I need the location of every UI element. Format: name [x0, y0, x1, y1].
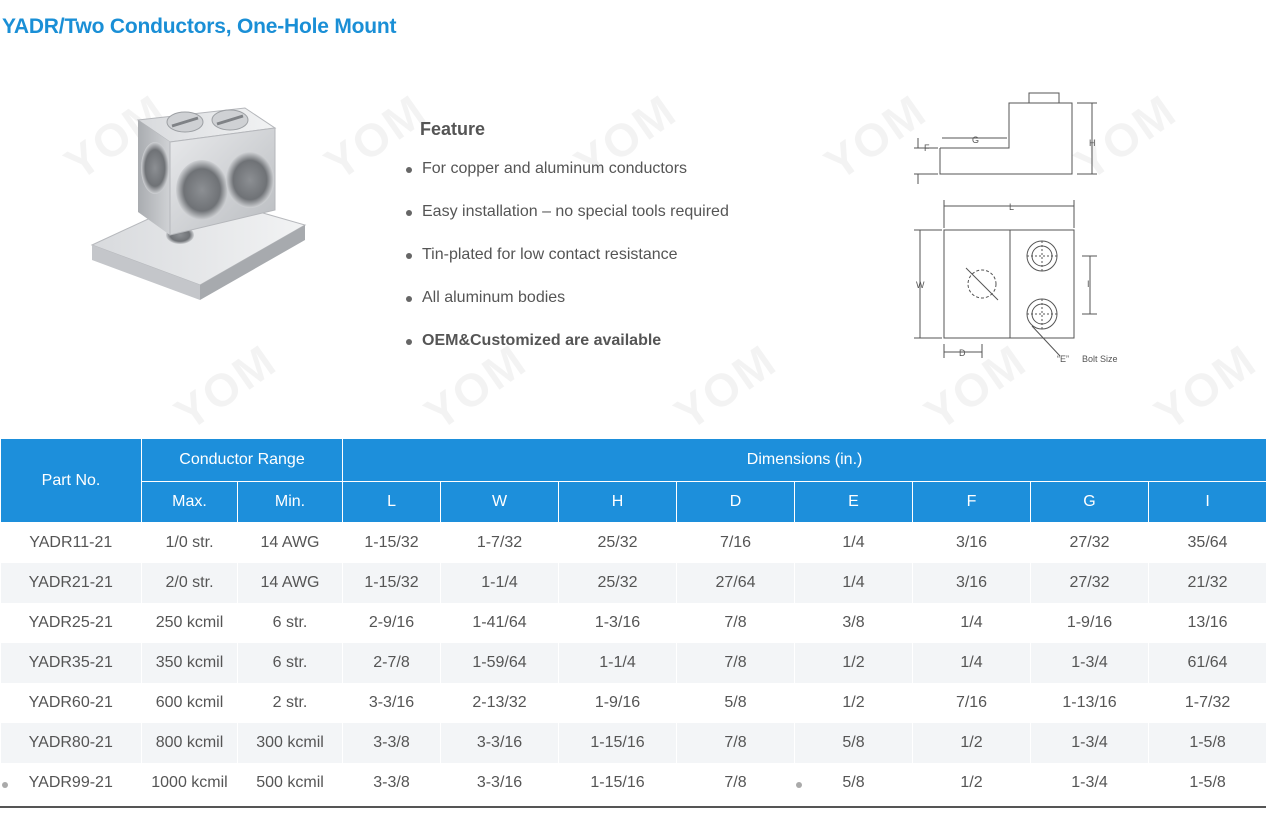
cell-w: 3-3/16: [441, 763, 559, 803]
feature-item: All aluminum bodies: [404, 289, 729, 332]
header-part-no: Part No.: [1, 439, 142, 523]
page-title: YADR/Two Conductors, One-Hole Mount: [2, 15, 397, 38]
feature-heading: Feature: [420, 119, 486, 139]
cell-d: 7/8: [677, 763, 795, 803]
bullet-icon: [406, 296, 412, 302]
cell-part-no: YADR11-21: [1, 523, 142, 564]
cell-f: 3/16: [913, 563, 1031, 603]
cell-max: 350 kcmil: [142, 643, 238, 683]
cell-part-no: YADR35-21: [1, 643, 142, 683]
cell-part-no: YADR25-21: [1, 603, 142, 643]
cell-max: 2/0 str.: [142, 563, 238, 603]
feature-list: [404, 160, 729, 375]
cell-part-no: YADR99-21: [1, 763, 142, 803]
header-e: E: [795, 482, 913, 523]
cell-min: 14 AWG: [238, 523, 343, 564]
dim-label-l: L: [1009, 202, 1015, 212]
cell-l: 3-3/8: [343, 723, 441, 763]
header-max: Max.: [142, 482, 238, 523]
bullet-icon: [406, 339, 412, 345]
header-l: L: [343, 482, 441, 523]
cell-h: 25/32: [559, 523, 677, 564]
cell-max: 1/0 str.: [142, 523, 238, 564]
header-w: W: [441, 482, 559, 523]
cell-g: 1-3/4: [1031, 763, 1149, 803]
cell-part-no: YADR80-21: [1, 723, 142, 763]
cell-d: 7/8: [677, 603, 795, 643]
cell-l: 1-15/32: [343, 563, 441, 603]
cell-h: 1-15/16: [559, 723, 677, 763]
table-row: [1, 563, 1266, 603]
cell-g: 1-3/4: [1031, 643, 1149, 683]
cell-max: 800 kcmil: [142, 723, 238, 763]
table-row: [1, 523, 1266, 564]
cell-g: 27/32: [1031, 523, 1149, 564]
feature-item: For copper and aluminum conductors: [404, 160, 729, 203]
table-row: [1, 603, 1266, 643]
cell-d: 27/64: [677, 563, 795, 603]
cell-g: 1-13/16: [1031, 683, 1149, 723]
table-row: [1, 723, 1266, 763]
cell-f: 1/2: [913, 763, 1031, 803]
cell-w: 1-59/64: [441, 643, 559, 683]
bottom-divider: [0, 806, 1266, 808]
cell-h: 25/32: [559, 563, 677, 603]
dim-label-e: “E”: [1057, 354, 1069, 364]
bullet-icon: [406, 253, 412, 259]
header-conductor-range: Conductor Range: [142, 439, 343, 482]
dim-label-h: H: [1089, 138, 1096, 148]
dim-label-bolt: Bolt Size: [1082, 354, 1118, 364]
cell-g: 1-9/16: [1031, 603, 1149, 643]
cell-i: 21/32: [1149, 563, 1266, 603]
header-i: I: [1149, 482, 1266, 523]
header-g: G: [1031, 482, 1149, 523]
decorative-dot: [796, 782, 802, 788]
cell-e: 1/2: [795, 643, 913, 683]
cell-part-no: YADR60-21: [1, 683, 142, 723]
cell-min: 300 kcmil: [238, 723, 343, 763]
cell-e: 1/4: [795, 523, 913, 564]
cell-min: 2 str.: [238, 683, 343, 723]
spec-table: [0, 438, 1266, 803]
decorative-dot: [2, 782, 8, 788]
cell-h: 1-9/16: [559, 683, 677, 723]
feature-item: Tin-plated for low contact resistance: [404, 246, 729, 289]
cell-w: 2-13/32: [441, 683, 559, 723]
cell-g: 27/32: [1031, 563, 1149, 603]
cell-min: 500 kcmil: [238, 763, 343, 803]
table-row: [1, 763, 1266, 803]
bullet-icon: [406, 167, 412, 173]
cell-i: 1-7/32: [1149, 683, 1266, 723]
cell-l: 2-7/8: [343, 643, 441, 683]
cell-max: 600 kcmil: [142, 683, 238, 723]
table-row: [1, 643, 1266, 683]
cell-w: 1-41/64: [441, 603, 559, 643]
dimension-diagram: [912, 88, 1142, 378]
cell-l: 1-15/32: [343, 523, 441, 564]
cell-h: 1-15/16: [559, 763, 677, 803]
product-image: [90, 100, 310, 300]
cell-d: 7/8: [677, 723, 795, 763]
dim-label-w: W: [916, 280, 925, 290]
cell-f: 7/16: [913, 683, 1031, 723]
cell-f: 1/4: [913, 603, 1031, 643]
cell-min: 6 str.: [238, 603, 343, 643]
cell-e: 3/8: [795, 603, 913, 643]
cell-d: 5/8: [677, 683, 795, 723]
cell-part-no: YADR21-21: [1, 563, 142, 603]
watermark: [165, 333, 287, 441]
cell-w: 1-7/32: [441, 523, 559, 564]
cell-l: 3-3/16: [343, 683, 441, 723]
bullet-icon: [406, 210, 412, 216]
cell-h: 1-1/4: [559, 643, 677, 683]
cell-f: 1/2: [913, 723, 1031, 763]
cell-l: 2-9/16: [343, 603, 441, 643]
dim-label-i: I: [1087, 279, 1090, 289]
feature-item: Easy installation – no special tools required: [404, 203, 729, 246]
cell-e: 5/8: [795, 763, 913, 803]
header-f: F: [913, 482, 1031, 523]
cell-i: 35/64: [1149, 523, 1266, 564]
cell-w: 3-3/16: [441, 723, 559, 763]
cell-min: 6 str.: [238, 643, 343, 683]
cell-g: 1-3/4: [1031, 723, 1149, 763]
cell-f: 1/4: [913, 643, 1031, 683]
cell-i: 61/64: [1149, 643, 1266, 683]
dim-label-g: G: [972, 135, 980, 145]
cell-d: 7/8: [677, 643, 795, 683]
header-dimensions: Dimensions (in.): [343, 439, 1266, 482]
watermark: [1145, 333, 1266, 441]
dim-label-d: D: [959, 348, 966, 358]
table-row: [1, 683, 1266, 723]
header-h: H: [559, 482, 677, 523]
cell-e: 1/4: [795, 563, 913, 603]
cell-i: 13/16: [1149, 603, 1266, 643]
cell-i: 1-5/8: [1149, 723, 1266, 763]
cell-max: 250 kcmil: [142, 603, 238, 643]
cell-w: 1-1/4: [441, 563, 559, 603]
cell-l: 3-3/8: [343, 763, 441, 803]
cell-h: 1-3/16: [559, 603, 677, 643]
cell-min: 14 AWG: [238, 563, 343, 603]
feature-item: OEM&Customized are available: [404, 332, 729, 375]
header-min: Min.: [238, 482, 343, 523]
cell-e: 1/2: [795, 683, 913, 723]
cell-max: 1000 kcmil: [142, 763, 238, 803]
cell-i: 1-5/8: [1149, 763, 1266, 803]
header-d: D: [677, 482, 795, 523]
cell-e: 5/8: [795, 723, 913, 763]
cell-d: 7/16: [677, 523, 795, 564]
dim-label-f: F: [924, 143, 930, 153]
cell-f: 3/16: [913, 523, 1031, 564]
